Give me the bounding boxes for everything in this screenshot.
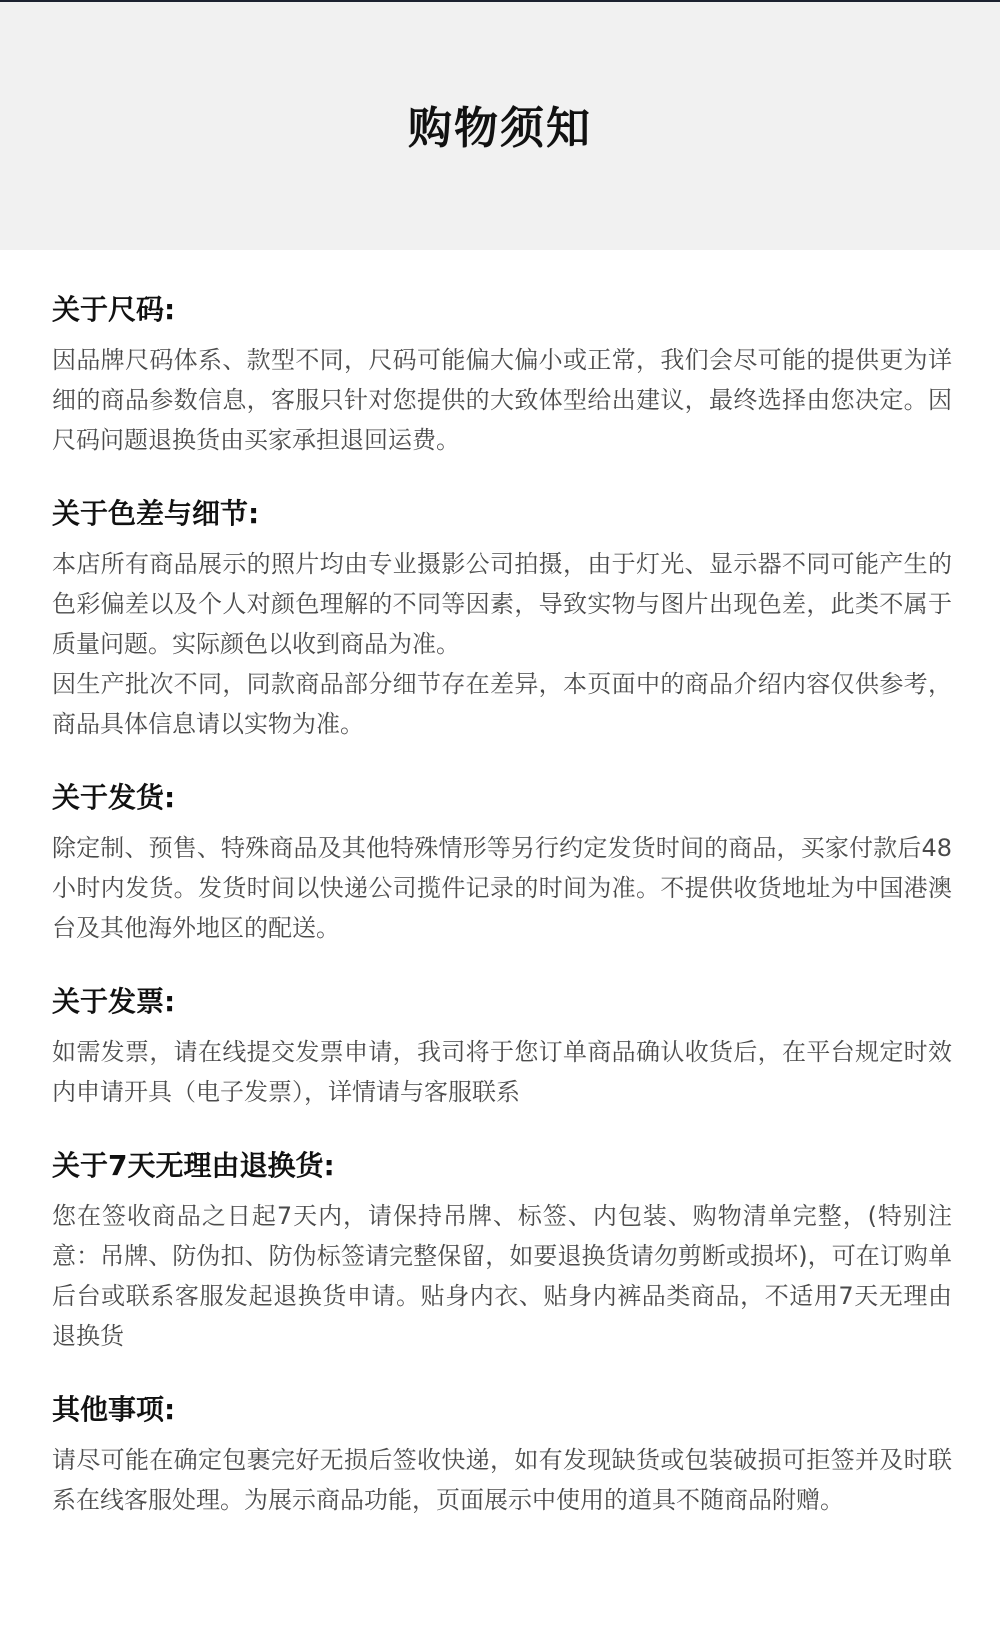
section-heading: 关于发货: [52,781,176,814]
section-heading: 关于7天无理由退换货: [52,1149,335,1182]
section-heading: 关于发票: [52,985,176,1018]
notice-content [52,290,952,1554]
section-paragraph: 您在签收商品之日起7天内，请保持吊牌、标签、内包装、购物清单完整，(特别注意：吊牌、防伪扣、防伪标签请完整保留，如要退换货请勿剪断或损坏)，可在订购单后台或联系客服发起退换货申请。贴身内衣、贴身内裤品类商品，不适用7天无理由退换货 [52,1202,952,1350]
section-paragraph: 除定制、预售、特殊商品及其他特殊情形等另行约定发货时间的商品，买家付款后48小时内发货。发货时间以快递公司揽件记录的时间为准。不提供收货地址为中国港澳台及其他海外地区的配送。 [52,834,952,942]
page-header [0,2,1000,250]
section-heading: 关于色差与细节: [52,497,260,530]
section-shipping [52,778,952,948]
section-paragraph: 因生产批次不同，同款商品部分细节存在差异，本页面中的商品介绍内容仅供参考，商品具体信息请以实物为准。 [52,670,952,738]
section-heading: 关于尺码: [52,293,176,326]
page-title: 购物须知 [408,103,592,154]
section-paragraph: 如需发票，请在线提交发票申请，我司将于您订单商品确认收货后，在平台规定时效内申请开具（电子发票），详情请与客服联系 [52,1038,952,1106]
section-paragraph: 请尽可能在确定包裹完好无损后签收快递，如有发现缺货或包装破损可拒签并及时联系在线客服处理。为展示商品功能，页面展示中使用的道具不随商品附赠。 [52,1446,952,1514]
section-invoice [52,982,952,1112]
section-7day-return [52,1146,952,1356]
section-other [52,1390,952,1520]
section-size [52,290,952,460]
section-paragraph: 本店所有商品展示的照片均由专业摄影公司拍摄，由于灯光、显示器不同可能产生的色彩偏差以及个人对颜色理解的不同等因素，导致实物与图片出现色差，此类不属于质量问题。实际颜色以收到商品为准。 [52,550,952,658]
section-color-detail [52,494,952,744]
section-paragraph: 因品牌尺码体系、款型不同，尺码可能偏大偏小或正常，我们会尽可能的提供更为详细的商品参数信息，客服只针对您提供的大致体型给出建议，最终选择由您决定。因尺码问题退换货由买家承担退回运费。 [52,346,952,454]
section-heading: 其他事项: [52,1393,176,1426]
